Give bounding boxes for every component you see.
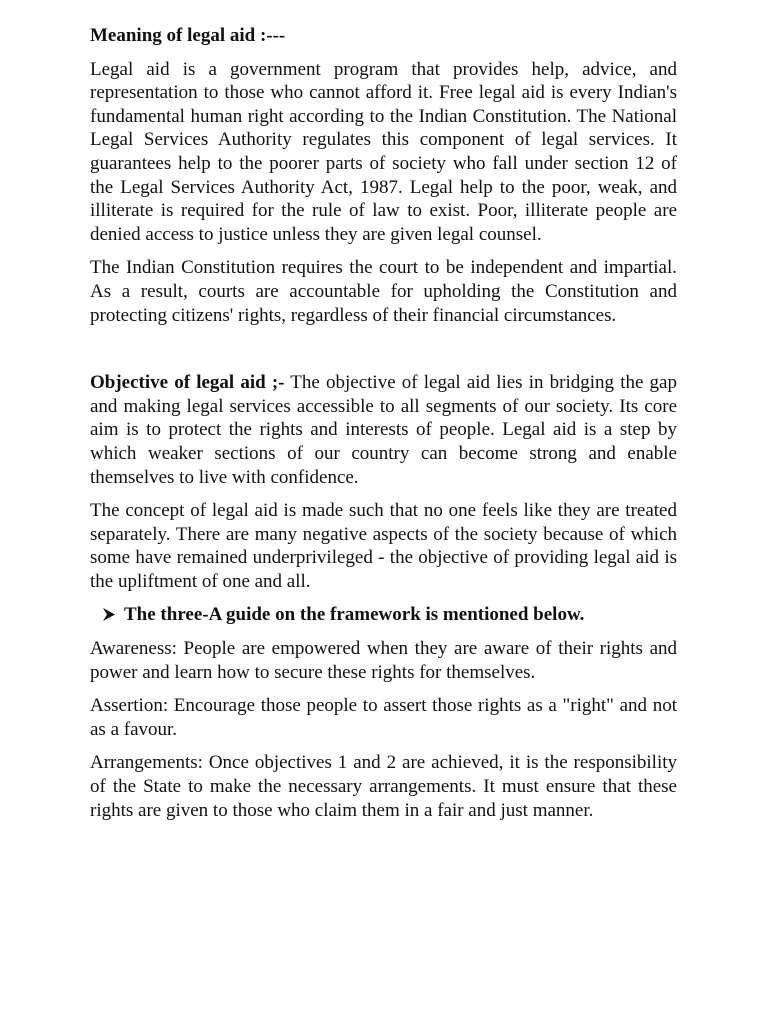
framework-bullet-text: The three-A guide on the framework is mentioned below. <box>124 604 585 626</box>
meaning-paragraph-2: The Indian Constitution requires the court to be independent and impartial. As a result, courts are accountable for upholding the Constitution and protecting citizens' rights, regardless of their financial circumstances. <box>90 257 677 326</box>
framework-bullet <box>102 603 677 627</box>
assertion-paragraph: Assertion: Encourage those people to assert those rights as a "right" and not as a favour. <box>90 695 677 740</box>
document-page <box>90 24 677 832</box>
objective-paragraph-1 <box>90 371 677 489</box>
meaning-paragraph-1: Legal aid is a government program that provides help, advice, and representation to those who cannot afford it. Free legal aid is every Indian's fundamental human right according to the Indian Constitution. The National Legal Services Authority regulates this component of legal services. It guarantees help to the poorer parts of society who fall under section 12 of the Legal Services Authority Act, 1987. Legal help to the poor, weak, and illiterate is required for the rule of law to exist. Poor, illiterate people are denied access to justice unless they are given legal counsel. <box>90 58 677 245</box>
awareness-paragraph: Awareness: People are empowered when they are aware of their rights and power and learn how to secure these rights for themselves. <box>90 638 677 683</box>
objective-paragraph-1-text: The objective of legal aid lies in bridging the gap and making legal services accessible to all segments of our society. Its core aim is to protect the rights and interests of people. Legal aid is a step by which weaker sections of our country can become strong and enable themselves to live with confidence. <box>90 372 677 488</box>
arrowhead-bullet-icon <box>102 603 124 627</box>
arrangements-paragraph: Arrangements: Once objectives 1 and 2 are achieved, it is the responsibility of the State to make the necessary arrangements. It must ensure that these rights are given to those who claim them in a fair and just manner. <box>90 752 677 821</box>
objective-paragraph-2: The concept of legal aid is made such that no one feels like they are treated separately. There are many negative aspects of the society because of which some have remained underprivileged - the objective of providing legal aid is the upliftment of one and all. <box>90 500 677 592</box>
meaning-heading: Meaning of legal aid :--- <box>90 25 286 46</box>
objective-heading: Objective of legal aid ;- <box>90 372 285 394</box>
section-spacer <box>90 337 677 371</box>
